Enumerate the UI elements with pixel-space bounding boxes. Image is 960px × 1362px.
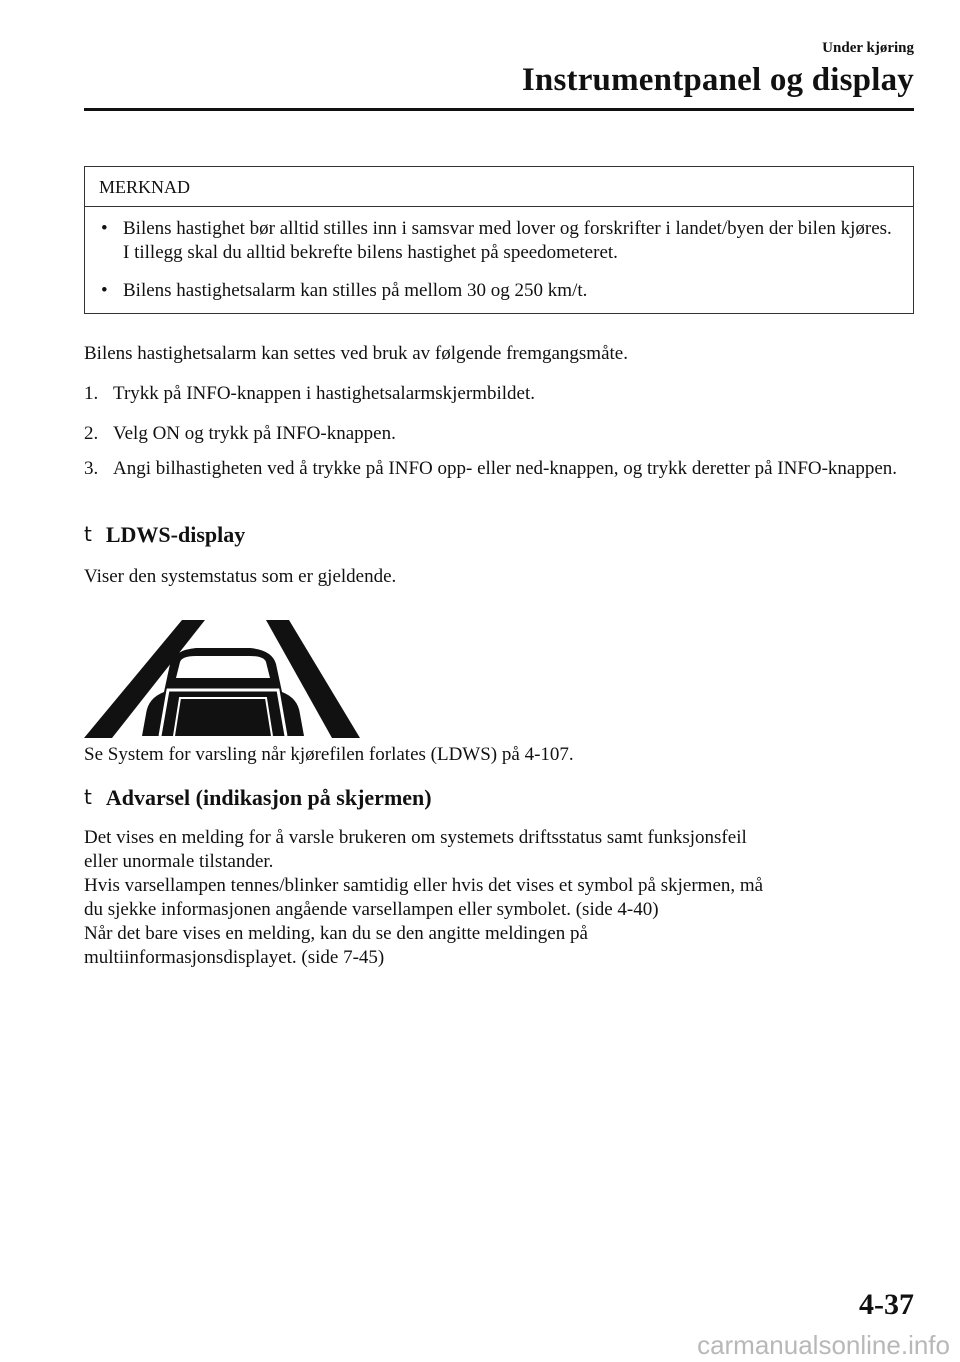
paragraph-line: Når det bare vises en melding, kan du se den angitte meldingen på: [84, 923, 588, 944]
header-rule: [84, 108, 914, 111]
section-marker: t: [84, 522, 92, 546]
bullet: •: [101, 218, 108, 239]
paragraph-line: eller unormale tilstander.: [84, 851, 274, 872]
step-item: [84, 422, 914, 446]
bullet: •: [101, 280, 108, 301]
intro-paragraph: Bilens hastighetsalarm kan settes ved bruk av følgende fremgangsmåte.: [84, 343, 628, 364]
step-number: 3.: [84, 458, 99, 479]
step-item: [84, 457, 914, 481]
warning-heading-text: Advarsel (indikasjon på skjermen): [105, 785, 432, 810]
step-number: 2.: [84, 423, 99, 444]
paragraph-line: Hvis varsellampen tennes/blinker samtidig eller hvis det vises et symbol på skjermen, må: [84, 875, 764, 896]
step-text: Velg ON og trykk på INFO-knappen.: [113, 423, 396, 444]
section-marker: t: [84, 785, 92, 809]
note-item: [99, 217, 899, 265]
header-section: Under kjøring: [822, 40, 914, 56]
note-item-text: Bilens hastighetsalarm kan stilles på mellom 30 og 250 km/t.: [123, 280, 588, 301]
paragraph-line: Det vises en melding for å varsle brukeren om systemets driftsstatus samt funksjonsfeil: [84, 827, 747, 848]
step-text: Trykk på INFO-knappen i hastighetsalarmskjermbildet.: [113, 383, 535, 404]
note-item: [99, 279, 899, 303]
step-number: 1.: [84, 383, 99, 404]
page-title: Instrumentpanel og display: [521, 62, 914, 98]
lane-departure-warning-icon: [84, 618, 360, 742]
paragraph-line: multiinformasjonsdisplayet. (side 7-45): [84, 947, 385, 968]
note-list: [85, 207, 913, 303]
step-item: [84, 382, 914, 406]
ldws-heading: [84, 522, 245, 548]
ldws-reference: Se System for varsling når kjørefilen forlates (LDWS) på 4-107.: [84, 744, 574, 765]
warning-heading: [84, 785, 432, 811]
ldws-description: Viser den systemstatus som er gjeldende.: [84, 566, 397, 587]
ldws-heading-text: LDWS-display: [105, 522, 246, 547]
watermark: carmanualsonline.info: [697, 1330, 950, 1360]
warning-paragraph: [84, 826, 914, 970]
step-text: Angi bilhastigheten ved å trykke på INFO opp- eller ned-knappen, og trykk deretter på INFO-knappen.: [113, 458, 898, 479]
note-item-text: Bilens hastighet bør alltid stilles inn i samsvar med lover og forskrifter i landet/byen der bilen kjøres. I tillegg skal du alltid bekrefte bilens hastighet på speedometeret.: [123, 218, 892, 263]
note-box: [84, 166, 914, 314]
note-heading: MERKNAD: [85, 167, 913, 207]
paragraph-line: du sjekke informasjonen angående varsellampen eller symbolet. (side 4-40): [84, 899, 659, 920]
page-number: 4-37: [859, 1288, 914, 1321]
